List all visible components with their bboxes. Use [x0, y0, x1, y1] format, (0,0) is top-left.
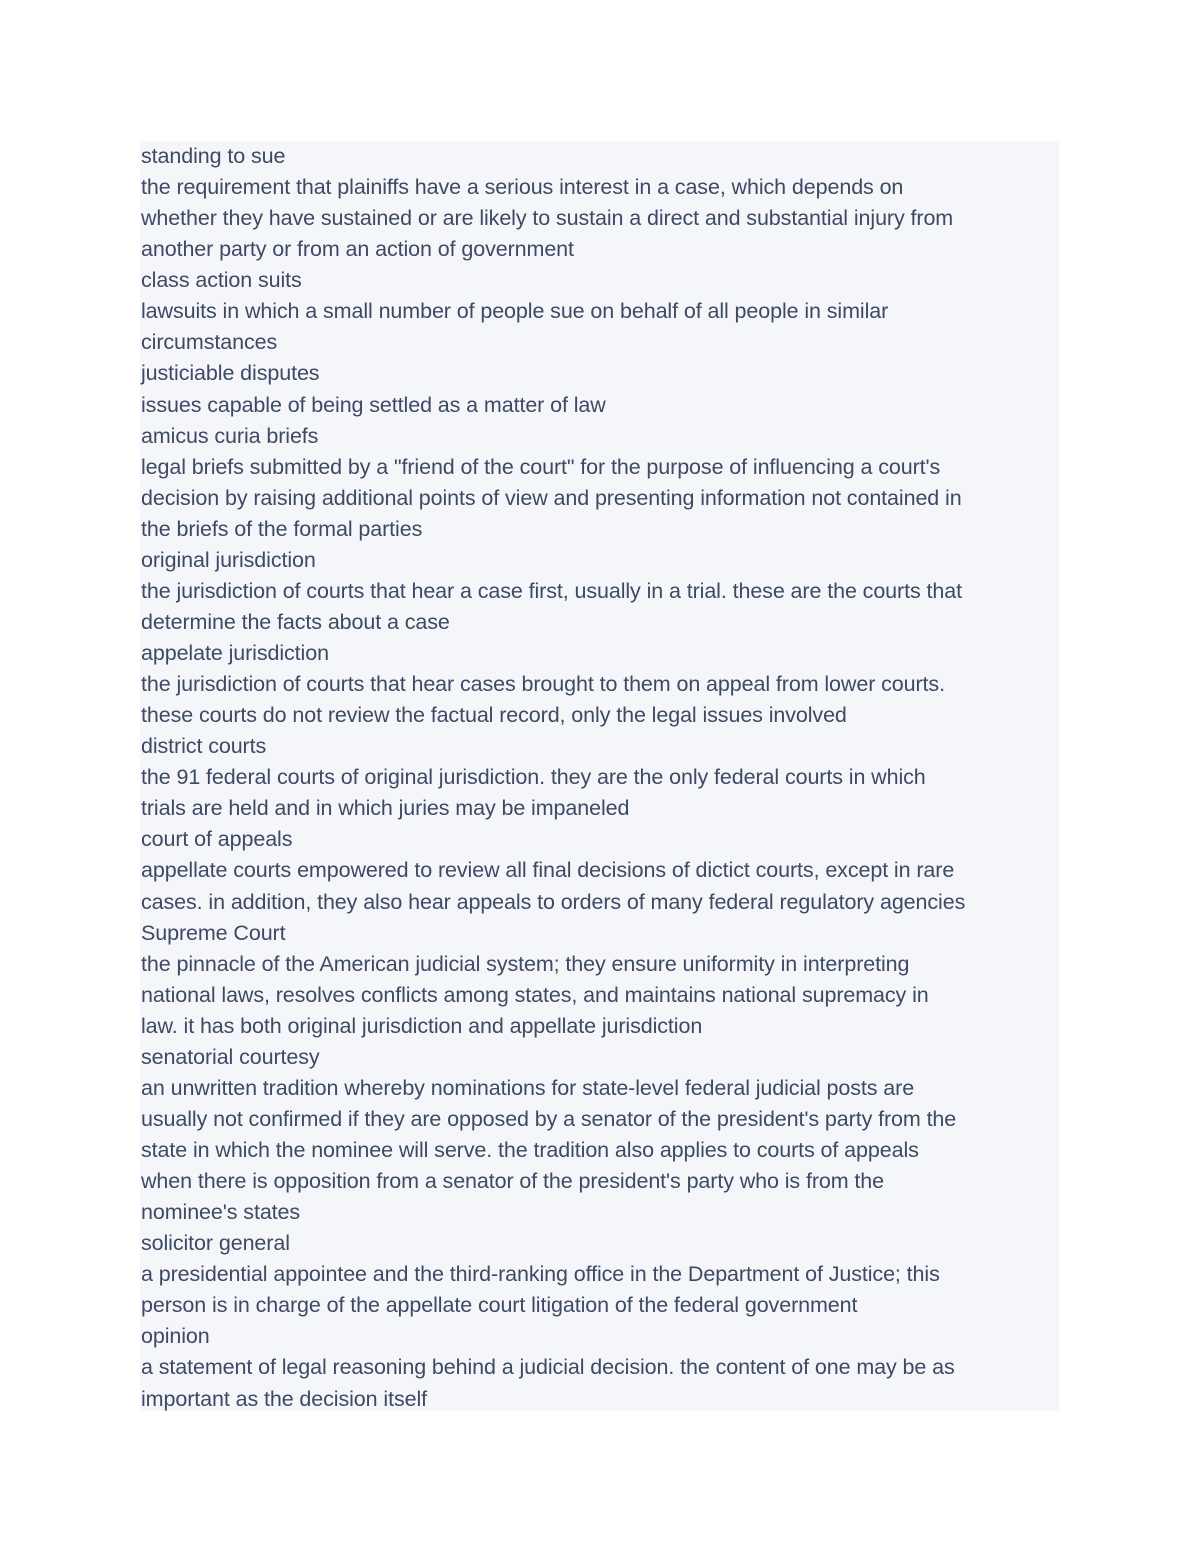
- definition-line: the jurisdiction of courts that hear a case first, usually in a trial. these are the courts that: [141, 578, 962, 603]
- definition-line: important as the decision itself: [141, 1386, 428, 1411]
- term-opinion: opinion: [141, 1324, 210, 1349]
- definition-line: when there is opposition from a senator of the president's party who is from the: [141, 1169, 885, 1194]
- definition-line: the requirement that plainiffs have a serious interest in a case, which depends on: [141, 175, 904, 200]
- definition-line: person is in charge of the appellate court litigation of the federal government: [141, 1293, 858, 1318]
- definition-line: an unwritten tradition whereby nominations for state-level federal judicial posts are: [141, 1075, 915, 1100]
- definition-line: the pinnacle of the American judicial system; they ensure uniformity in interpreting: [141, 951, 910, 976]
- term-appelate-jurisdiction: appelate jurisdiction: [141, 641, 329, 665]
- term-district-courts: district courts: [141, 734, 267, 759]
- definition-line: nominee's states: [141, 1200, 301, 1225]
- definition-line: the 91 federal courts of original jurisdiction. they are the only federal courts in which: [141, 765, 926, 790]
- definition-line: cases. in addition, they also hear appeals to orders of many federal regulatory agencies: [141, 889, 966, 914]
- term-original-jurisdiction: original jurisdiction: [141, 547, 316, 572]
- definition-line: a statement of legal reasoning behind a judicial decision. the content of one may be as: [141, 1355, 955, 1380]
- definition-line: appellate courts empowered to review all final decisions of dictict courts, except in rare: [141, 858, 955, 883]
- definition-line: circumstances: [141, 330, 278, 355]
- definition-line: legal briefs submitted by a "friend of the court" for the purpose of influencing a court's: [141, 454, 941, 479]
- definition-line: these courts do not review the factual record, only the legal issues involved: [141, 703, 847, 728]
- term-supreme-court: Supreme Court: [141, 920, 286, 945]
- term-senatorial-courtesy: senatorial courtesy: [141, 1044, 320, 1069]
- definition-line: law. it has both original jurisdiction and appellate jurisdiction: [141, 1013, 703, 1038]
- definition-line: determine the facts about a case: [141, 609, 450, 634]
- definition-line: trials are held and in which juries may be impaneled: [141, 796, 630, 821]
- term-amicus-curia-briefs: amicus curia briefs: [141, 423, 319, 448]
- term-solicitor-general: solicitor general: [141, 1231, 290, 1256]
- definition-line: the briefs of the formal parties: [141, 516, 423, 541]
- definition-line: another party or from an action of government: [141, 237, 574, 262]
- term-class-action-suits: class action suits: [141, 268, 302, 293]
- definition-line: lawsuits in which a small number of people sue on behalf of all people in similar: [141, 299, 889, 324]
- term-standing-to-sue: standing to sue: [141, 144, 286, 168]
- definition-line: the jurisdiction of courts that hear cases brought to them on appeal from lower courts.: [141, 672, 945, 697]
- definition-line: issues capable of being settled as a matter of law: [141, 392, 606, 417]
- term-justiciable-disputes: justiciable disputes: [141, 361, 320, 386]
- definition-line: national laws, resolves conflicts among states, and maintains national supremacy in: [141, 982, 929, 1007]
- term-court-of-appeals: court of appeals: [141, 827, 293, 852]
- definition-line: state in which the nominee will serve. the tradition also applies to courts of appeals: [141, 1138, 919, 1162]
- document-text: [141, 141, 1071, 1415]
- definition-line: usually not confirmed if they are opposed by a senator of the president's party from the: [141, 1106, 957, 1131]
- definition-line: whether they have sustained or are likely to sustain a direct and substantial injury from: [141, 206, 954, 231]
- definition-line: a presidential appointee and the third-ranking office in the Department of Justice; this: [141, 1262, 940, 1287]
- definition-line: decision by raising additional points of view and presenting information not contained in: [141, 485, 962, 510]
